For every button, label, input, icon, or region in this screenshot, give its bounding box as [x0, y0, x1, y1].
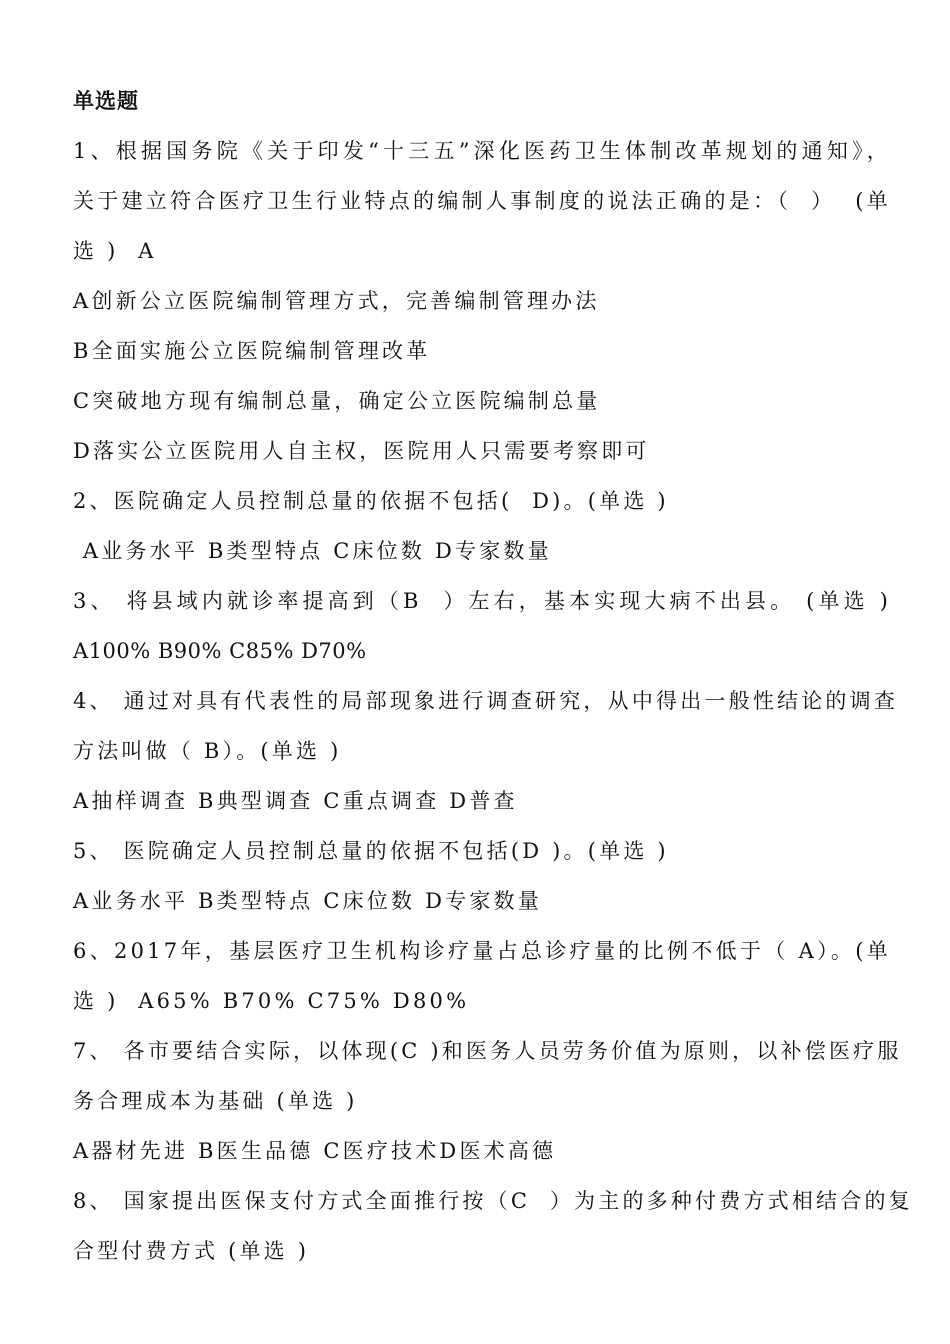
- q7-stem-line-1: 7、 各市要结合实际，以体现(C )和医务人员劳务价值为原则，以补偿医疗服: [73, 1039, 902, 1063]
- q8-stem-line-1: 8、 国家提出医保支付方式全面推行按（C ）为主的多种付费方式相结合的复: [73, 1189, 913, 1213]
- q1-option-a: A创新公立医院编制管理方式，完善编制管理办法: [73, 289, 600, 313]
- section-heading: 单选题: [73, 89, 139, 113]
- q5-stem: 5、 医院确定人员控制总量的依据不包括(D )。(单选 ): [73, 839, 669, 863]
- q2-options: A业务水平 B类型特点 C床位数 D专家数量: [73, 539, 552, 563]
- q7-stem-line-2: 务合理成本为基础 (单选 ): [73, 1089, 358, 1113]
- q1-stem-line-3: 选 ) A: [73, 239, 157, 263]
- q5-options: A业务水平 B类型特点 C床位数 D专家数量: [73, 889, 542, 913]
- q7-options: A器材先进 B医生品德 C医疗技术D医术高德: [73, 1139, 557, 1163]
- q1-stem-line-1: 1、根据国务院《关于印发“十三五”深化医药卫生体制改革规划的通知》，: [73, 139, 891, 163]
- q1-option-c: C突破地方现有编制总量，确定公立医院编制总量: [73, 389, 601, 413]
- q4-options: A抽样调查 B典型调查 C重点调查 D普查: [73, 789, 518, 813]
- q1-option-d: D落实公立医院用人自主权，医院用人只需要考察即可: [73, 439, 650, 463]
- q3-stem: 3、 将县域内就诊率提高到（B ）左右，基本实现大病不出县。 (单选 ): [73, 589, 891, 613]
- q8-stem-line-2: 合型付费方式 (单选 ): [73, 1239, 310, 1263]
- q1-option-b: B全面实施公立医院编制管理改革: [73, 339, 431, 363]
- q1-stem-line-2: 关于建立符合医疗卫生行业特点的编制人事制度的说法正确的是：（ ） (单: [73, 189, 891, 213]
- q2-stem: 2、医院确定人员控制总量的依据不包括( D)。(单选 ): [73, 489, 669, 513]
- q6-stem-line-1: 6、2017年，基层医疗卫生机构诊疗量占总诊疗量的比例不低于（ A）。(单: [73, 939, 891, 963]
- document-page: [73, 78, 913, 1278]
- q4-stem-line-1: 4、 通过对具有代表性的局部现象进行调查研究，从中得出一般性结论的调查: [73, 689, 899, 713]
- q3-options: A100% B90% C85% D70%: [73, 639, 367, 663]
- q4-stem-line-2: 方法叫做（ B）。(单选 ): [73, 739, 342, 763]
- q6-stem-line-2: 选 ) A65% B70% C75% D80%: [73, 989, 470, 1013]
